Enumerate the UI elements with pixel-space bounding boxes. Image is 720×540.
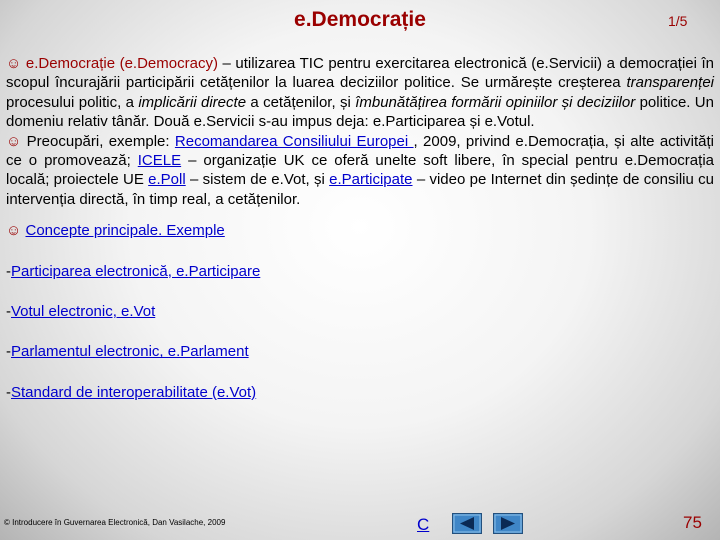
smiley-bullet-icon: ☺ xyxy=(6,55,22,72)
concept-item: -Standard de interoperabilitate (e.Vot) xyxy=(6,383,257,401)
link-main-concepts[interactable]: Concepte principale. Exemple xyxy=(25,222,225,240)
concerns-paragraph xyxy=(6,132,714,210)
link-epoll[interactable]: e.Poll xyxy=(148,171,186,189)
concept-item: -Parlamentul electronic, e.Parlament xyxy=(6,343,249,361)
intro-text-1: – utilizarea TIC pentru exercitarea electronică (e.Servicii) a democrației în scopul încurajării participării cetățenilor la luarea deciziilor politice. Se urmărește creșterea xyxy=(6,55,715,92)
intro-term: e.Democrație (e.Democracy) xyxy=(25,55,218,72)
concerns-text-2: – organizație UK ce oferă unelte soft libere, în special pentru e.Democrația locală; proiectele UE xyxy=(6,152,714,189)
slide-title: e.Democrație xyxy=(294,8,426,31)
intro-text-4: politice. Un domeniu relativ tânăr. Două e.Servicii s-au impus deja: e.Participarea și e.Votul. xyxy=(6,93,714,131)
intro-emphasis-3: îmbunătățirea formării opiniilor și deciziilor xyxy=(355,93,636,111)
page-indicator: 1/5 xyxy=(668,13,688,29)
concepts-heading xyxy=(6,221,714,240)
smiley-bullet-icon: ☺ xyxy=(6,222,22,240)
intro-text-3: a cetățenilor, și xyxy=(246,93,356,111)
link-council-of-europe[interactable]: Recomandarea Consiliului Europei xyxy=(174,132,414,150)
link-e-parliament[interactable]: Parlamentul electronic, e.Parlament xyxy=(11,343,249,361)
concerns-text-1: , 2009, privind e.Democrația, și alte activități ce o promovează; xyxy=(6,132,715,170)
forward-arrow-icon[interactable] xyxy=(493,513,523,534)
concerns-lead: Preocupări, exemple: xyxy=(21,132,175,150)
concerns-text-3: – sistem de e.Vot, și xyxy=(185,171,330,189)
smiley-bullet-icon: ☺ xyxy=(6,132,22,150)
intro-emphasis-2: implicării directe xyxy=(138,93,247,111)
concept-item: -Votul electronic, e.Vot xyxy=(6,303,156,321)
link-eparticipate[interactable]: e.Participate xyxy=(329,171,413,189)
link-interoperability-standard[interactable]: Standard de interoperabilitate (e.Vot) xyxy=(11,383,257,401)
concerns-text-4: – video pe Internet din ședințe de consiliu cu intervenția directă, în timp real, a cetățenilor. xyxy=(6,171,714,208)
link-icele[interactable]: ICELE xyxy=(137,152,182,170)
intro-emphasis-1: transparenței xyxy=(626,74,714,92)
slide-number: 75 xyxy=(683,513,702,532)
link-e-voting[interactable]: Votul electronic, e.Vot xyxy=(11,303,156,321)
intro-text-2: procesului politic, a xyxy=(6,93,139,111)
concept-item: -Participarea electronică, e.Participare xyxy=(6,262,261,280)
back-arrow-icon[interactable] xyxy=(452,513,482,534)
footer-credit: © Introducere în Guvernarea Electronică, Dan Vasilache, 2009 xyxy=(4,518,226,527)
intro-paragraph xyxy=(6,54,714,132)
contents-link[interactable]: C xyxy=(417,515,430,534)
link-e-participation[interactable]: Participarea electronică, e.Participare xyxy=(11,262,261,280)
slide-content xyxy=(6,54,714,402)
